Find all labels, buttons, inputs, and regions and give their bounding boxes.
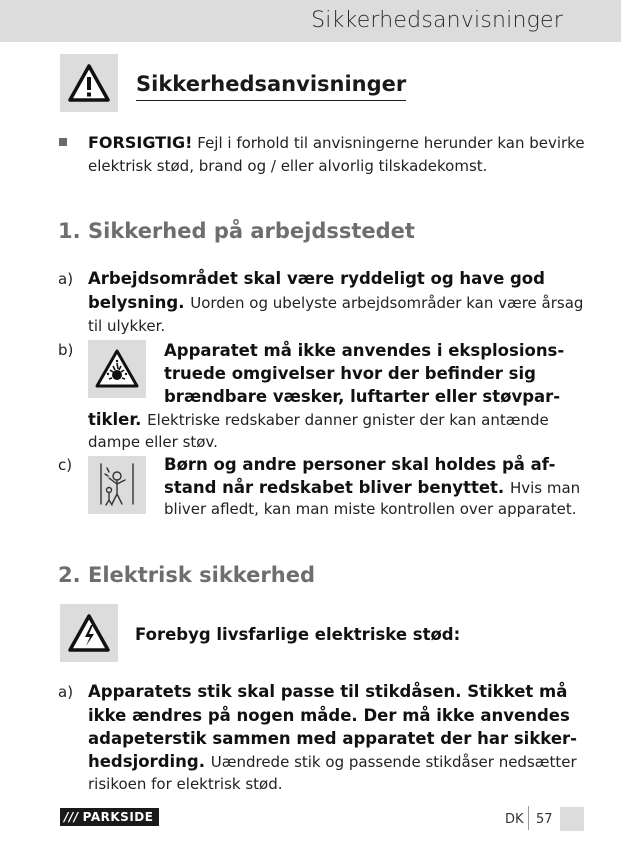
warning-icon-box (60, 54, 118, 112)
caution-label: FORSIGTIG! (88, 133, 193, 152)
section2-title (58, 563, 315, 587)
header-title: Sikkerhedsanvisninger (311, 8, 563, 33)
item-1b-line4 (88, 408, 549, 432)
item-1a-line1: Arbejdsområdet skal være ryddeligt og have god (88, 269, 545, 288)
item-1b-line1: Apparatet må ikke anvendes i eksplosions- (164, 341, 565, 360)
item-1c-line3: bliver afledt, kan man miste kontrollen over apparatet. (164, 500, 577, 518)
item-1c-line2-bold: stand når redskabet bliver benyttet. (164, 478, 505, 497)
item-2a-label: a) (58, 683, 74, 701)
item-2a-line4 (88, 750, 577, 774)
item-1c-label: c) (58, 456, 73, 474)
item-2a-line4-rest: Uændrede stik og passende stikdåser nedsætter (210, 753, 577, 771)
section1-title (58, 219, 415, 243)
caution-paragraph (88, 131, 585, 178)
section1-title-text: Sikkerhed på arbejdsstedet (88, 219, 415, 243)
caution-line2: elektrisk stød, brand og / eller alvorlig tilskadekomst. (88, 157, 488, 175)
item-1a-line2-rest: Uorden og ubelyste arbejdsområder kan være årsag (190, 294, 584, 312)
item-1c-line2 (164, 476, 580, 500)
logo-slashes: /// (64, 810, 79, 824)
item-1c-line2-rest: Hvis man (509, 479, 581, 497)
item-1c-line1: Børn og andre personer skal holdes på af- (164, 455, 556, 474)
footer-tab-box (560, 807, 584, 831)
item-2a-line4-bold: hedsjording. (88, 752, 205, 771)
item-1a-line2 (88, 291, 583, 315)
explosion-icon-box (88, 340, 146, 398)
item-1b-label: b) (58, 341, 74, 359)
item-1b-line5: dampe eller støv. (88, 433, 218, 451)
caution-line1: Fejl i forhold til anvisningerne herunder kan bevirke (197, 134, 585, 152)
electric-shock-icon (67, 613, 111, 653)
explosion-hazard-icon (94, 348, 140, 390)
bullet-square (59, 138, 67, 146)
keep-children-away-icon (95, 460, 139, 510)
section2-title-text: Elektrisk sikkerhed (88, 563, 316, 587)
main-heading: Sikkerhedsanvisninger (136, 72, 406, 101)
section2-number: 2. (58, 563, 81, 587)
item-1a-line3: til ulykker. (88, 317, 166, 335)
item-1b-line4-bold: tikler. (88, 410, 142, 429)
page-number: 57 (536, 812, 553, 827)
item-1a-label: a) (58, 270, 74, 288)
children-icon-box (88, 456, 146, 514)
item-1b-line2: truede omgivelser hvor der befinder sig (164, 364, 536, 383)
item-2a-line2: ikke ændres på nogen måde. Der må ikke anvendes (88, 706, 570, 725)
section2-warning-text: Forebyg livsfarlige elektriske stød: (135, 625, 461, 644)
item-2a-line5: risikoen for elektrisk stød. (88, 775, 283, 793)
logo-text: PARKSIDE (82, 810, 154, 824)
warning-triangle-icon (67, 63, 111, 103)
item-2a-line1: Apparatets stik skal passe til stikdåsen. Stikket må (88, 682, 568, 701)
footer-language: DK (505, 812, 524, 827)
section1-number: 1. (58, 219, 81, 243)
parkside-logo (60, 808, 159, 826)
item-2a-line3: adapeterstik sammen med apparatet der har sikker- (88, 729, 578, 748)
item-1b-line4-rest: Elektriske redskaber danner gnister der kan antænde (147, 411, 549, 429)
header-bar (0, 0, 621, 42)
item-1b-line3: brændbare væsker, luftarter eller støvpar- (164, 387, 561, 406)
item-1a-line2-bold: belysning. (88, 293, 185, 312)
footer-divider (528, 806, 529, 830)
electric-icon-box (60, 604, 118, 662)
